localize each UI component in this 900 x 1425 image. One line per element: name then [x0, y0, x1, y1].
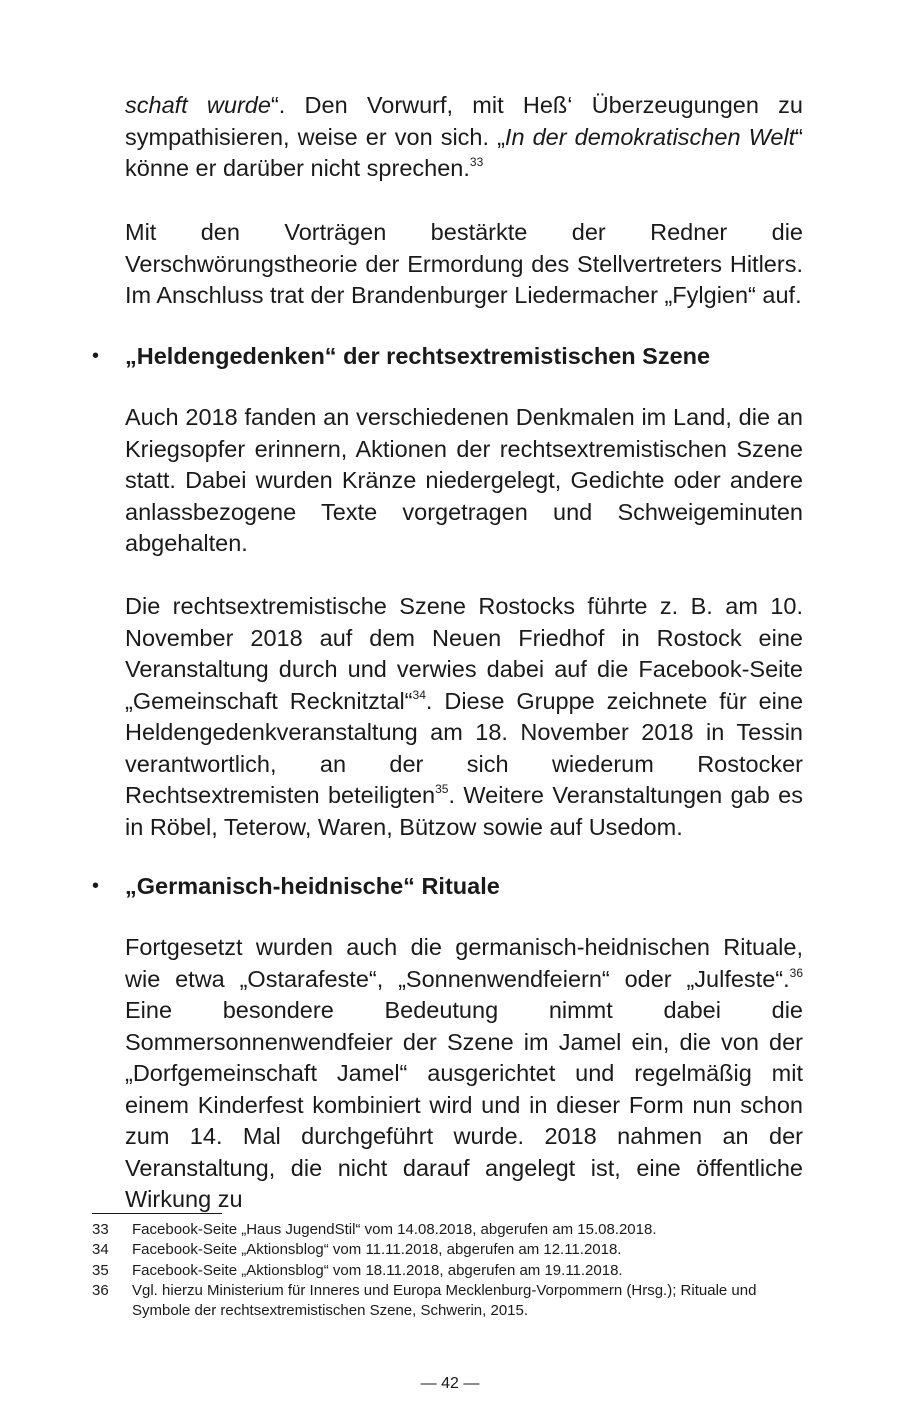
footnote-ref-35[interactable]: 35 [435, 782, 449, 796]
footnote-36 [92, 1281, 812, 1322]
text-fragment: Fortgesetzt wurden auch die germanisch-heidnischen Rituale, wie etwa „Ostarafeste“, „Sonnenwendfeiern“ oder „Julfeste“. [125, 934, 803, 992]
footnote-35 [92, 1261, 812, 1281]
paragraph-rostock [125, 591, 803, 843]
bullet-icon: • [92, 345, 100, 367]
paragraph-denkmale [125, 402, 803, 560]
footnote-33 [92, 1220, 812, 1240]
footnote-number: 34 [92, 1241, 109, 1259]
italic-fragment: schaft wurde [125, 92, 271, 118]
text-fragment: Die rechtsextremistische Szene Rostocks führte z. B. am 10. November 2018 auf dem Neuen Friedhof in Rostock eine Veranstaltung durch und verwies dabei auf die Facebook-Seite „Gemeinschaft Recknitztal“ [125, 593, 803, 714]
footnotes [92, 1220, 812, 1321]
page-number: — 42 — [420, 1375, 480, 1392]
heading-heldengedenken: „Heldengedenken“ der rechtsextremistischen Szene [125, 343, 711, 369]
text-fragment: . Diese Gruppe zeichnete für eine Heldengedenkveranstaltung am 18. November 2018 in Tessin verantwortlich, an der sich wiederum Rostocker Rechtsextremisten beteiligten [125, 687, 804, 808]
section-heading-rituale [92, 870, 812, 902]
footnote-number: 33 [92, 1221, 109, 1238]
footnote-text: Facebook-Seite „Aktionsblog“ vom 11.11.2018, abgerufen am 12.11.2018. [132, 1241, 622, 1259]
footnote-divider [92, 1213, 222, 1214]
text-fragment: Mit den Vorträgen bestärkte der Redner die Verschwörungstheorie der Ermordung des Stellvertreters Hitlers. Im Anschluss trat der Brandenburger Liedermacher „Fylgien“ auf. [125, 219, 803, 308]
footnote-34 [92, 1240, 812, 1260]
footnote-text: Facebook-Seite „Aktionsblog“ vom 18.11.2018, abgerufen am 19.11.2018. [132, 1261, 623, 1279]
footnote-ref-33[interactable]: 33 [469, 155, 484, 169]
footnote-number: 36 [92, 1281, 109, 1299]
text-fragment: . Weitere Veranstaltungen gab es in Röbel, Teterow, Waren, Bützow sowie auf Usedom. [125, 782, 803, 840]
paragraph-conspiracy [125, 217, 803, 312]
footnote-text: Facebook-Seite „Haus JugendStil“ vom 14.08.2018, abgerufen am 15.08.2018. [132, 1221, 657, 1238]
text-fragment: “ könne er darüber nicht sprechen. [125, 123, 803, 181]
paragraph-hess-quote [125, 90, 803, 185]
text-fragment: Eine besondere Bedeutung nimmt dabei die Sommersonnenwendfeier der Szene im Jamel ein, die von der „Dorfgemeinschaft Jamel“ ausgerichtet und regelmäßig mit einem Kinderfest kombiniert wird und in dieser Form nun schon zum 14. Mal durchgeführt wurde. 2018 nahmen an der Veranstaltung, die nicht darauf angelegt ist, eine öffentliche Wirkung zu [125, 997, 803, 1212]
section-heading-heldengedenken [92, 340, 812, 372]
bullet-icon: • [92, 875, 100, 897]
italic-fragment: In der demokratischen Welt [504, 123, 796, 150]
heading-rituale: „Germanisch-heidnische“ Rituale [125, 873, 500, 899]
footnote-ref-36[interactable]: 36 [789, 965, 803, 980]
footnote-text: Vgl. hierzu Ministerium für Inneres und Europa Mecklenburg-Vorpommern (Hrsg.); Rituale und Symbole der rechtsextremistischen Szene, Schwerin, 2015. [132, 1281, 757, 1320]
footnote-number: 35 [92, 1261, 109, 1279]
paragraph-rituale [125, 932, 803, 1216]
text-fragment: Auch 2018 fanden an verschiedenen Denkmalen im Land, die an Kriegsopfer erinnern, Aktionen der rechtsextremistischen Szene statt. Dabei wurden Kränze niedergelegt, Gedichte oder andere anlassbezogene Texte vorgetragen und Schweigeminuten abgehalten. [125, 404, 803, 556]
footnote-ref-34[interactable]: 34 [412, 687, 426, 702]
text-fragment: “. Den Vorwurf, mit Heß‘ Überzeugungen zu sympathisieren, weise er von sich. „ [125, 92, 803, 150]
